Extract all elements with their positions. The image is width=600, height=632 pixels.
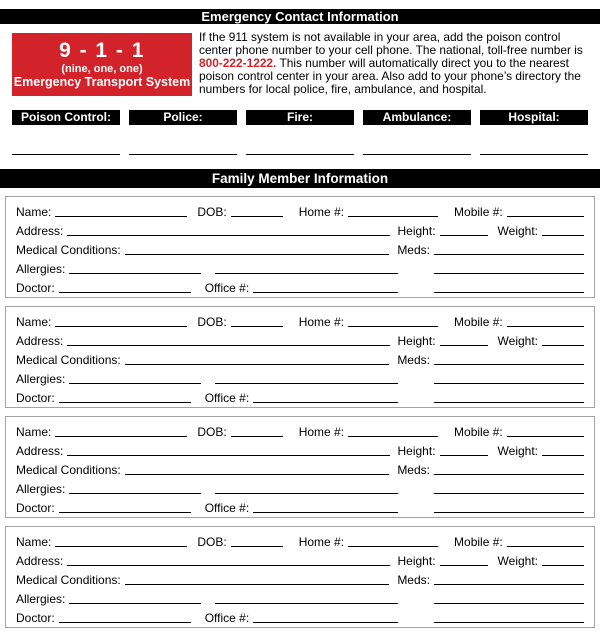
office-phone-line <box>253 512 398 513</box>
home-phone-label: Home #: <box>298 205 345 220</box>
doctor-line <box>59 402 191 403</box>
office-phone-label: Office #: <box>204 281 250 296</box>
mobile-phone-label: Mobile #: <box>454 535 503 550</box>
dob-line <box>231 546 283 547</box>
allergies-row <box>16 587 584 606</box>
family-member-block-1 <box>5 196 595 298</box>
office-phone-line <box>253 402 398 403</box>
medical-conditions-label: Medical Conditions: <box>16 353 121 368</box>
contact-label-hospital: Hospital: <box>480 110 588 125</box>
weight-label: Weight: <box>497 224 538 239</box>
name-label: Name: <box>16 535 52 550</box>
contact-label-fire: Fire: <box>246 110 354 125</box>
meds-label: Meds: <box>397 573 430 588</box>
contact-fill-lines-row <box>12 154 588 155</box>
medical-conditions-line <box>125 474 390 475</box>
dob-label: DOB: <box>197 535 227 550</box>
meds-continuation-line <box>434 493 584 494</box>
doctor-row <box>16 276 584 295</box>
doctor-label: Doctor: <box>16 501 55 516</box>
dob-label: DOB: <box>197 315 227 330</box>
name-row <box>16 310 584 329</box>
address-label: Address: <box>16 224 64 239</box>
office-phone-label: Office #: <box>204 611 250 626</box>
meds-label: Meds: <box>397 243 430 258</box>
allergies-extra-line <box>215 273 398 274</box>
meds-continuation-line-2 <box>434 512 584 513</box>
mobile-phone-label: Mobile #: <box>454 315 503 330</box>
name-row <box>16 530 584 549</box>
medical-conditions-row <box>16 568 584 587</box>
allergies-row <box>16 257 584 276</box>
weight-label: Weight: <box>497 444 538 459</box>
weight-line <box>542 455 584 456</box>
allergies-row <box>16 477 584 496</box>
poison-control-fill-line <box>12 154 120 155</box>
doctor-row <box>16 386 584 405</box>
name-label: Name: <box>16 205 52 220</box>
height-line <box>440 235 488 236</box>
address-line <box>67 235 389 236</box>
address-line <box>67 565 389 566</box>
allergies-line <box>69 493 201 494</box>
medical-conditions-row <box>16 238 584 257</box>
meds-label: Meds: <box>397 463 430 478</box>
dob-label: DOB: <box>197 425 227 440</box>
home-phone-line <box>348 546 438 547</box>
police-fill-line <box>129 154 237 155</box>
weight-line <box>542 235 584 236</box>
instructions-text-after: This number will automatically direct you to the nearest poison control center in your area. Also add to your phone’s directory the numbers for local police, fire, ambulance, and hospital. <box>199 56 581 97</box>
emergency-911-panel <box>12 33 192 96</box>
meds-continuation-line <box>434 383 584 384</box>
home-phone-label: Home #: <box>298 315 345 330</box>
doctor-label: Doctor: <box>16 281 55 296</box>
mobile-phone-line <box>507 546 584 547</box>
family-header-title: Family Member Information <box>211 171 389 187</box>
meds-line <box>434 364 584 365</box>
mobile-phone-line <box>507 326 584 327</box>
allergies-line <box>69 603 201 604</box>
address-row <box>16 549 584 568</box>
home-phone-label: Home #: <box>298 535 345 550</box>
mobile-phone-label: Mobile #: <box>454 205 503 220</box>
medical-conditions-line <box>125 254 390 255</box>
address-label: Address: <box>16 334 64 349</box>
name-line <box>55 326 187 327</box>
weight-line <box>542 565 584 566</box>
height-label: Height: <box>397 334 436 349</box>
address-row <box>16 329 584 348</box>
height-label: Height: <box>397 554 436 569</box>
height-line <box>440 455 488 456</box>
family-member-block-2 <box>5 306 595 408</box>
hospital-fill-line <box>480 154 588 155</box>
height-label: Height: <box>397 224 436 239</box>
name-line <box>55 216 187 217</box>
family-member-block-3 <box>5 416 595 518</box>
allergies-line <box>69 273 201 274</box>
medical-conditions-row <box>16 458 584 477</box>
medical-conditions-label: Medical Conditions: <box>16 243 121 258</box>
weight-label: Weight: <box>497 334 538 349</box>
meds-line <box>434 474 584 475</box>
contact-label-ambulance: Ambulance: <box>363 110 471 125</box>
dob-label: DOB: <box>197 205 227 220</box>
contact-label-poison-control: Poison Control: <box>12 110 120 125</box>
name-label: Name: <box>16 425 52 440</box>
emergency-info-section <box>12 30 588 97</box>
family-member-block-4 <box>5 526 595 628</box>
name-line <box>55 436 187 437</box>
meds-label: Meds: <box>397 353 430 368</box>
doctor-line <box>59 512 191 513</box>
height-label: Height: <box>397 444 436 459</box>
meds-line <box>434 584 584 585</box>
meds-continuation-line-2 <box>434 292 584 293</box>
emergency-number-words: (nine, one, one) <box>61 63 143 75</box>
address-line <box>67 455 389 456</box>
allergies-extra-line <box>215 493 398 494</box>
allergies-row <box>16 367 584 386</box>
emergency-transport-label: Emergency Transport System <box>13 75 191 89</box>
height-line <box>440 565 488 566</box>
home-phone-line <box>348 216 438 217</box>
allergies-label: Allergies: <box>16 262 66 277</box>
allergies-extra-line <box>215 603 398 604</box>
medical-conditions-line <box>125 364 390 365</box>
office-phone-label: Office #: <box>204 391 250 406</box>
home-phone-label: Home #: <box>298 425 345 440</box>
allergies-label: Allergies: <box>16 592 66 607</box>
address-label: Address: <box>16 444 64 459</box>
office-phone-line <box>253 292 398 293</box>
mobile-phone-line <box>507 216 584 217</box>
family-header-bar <box>0 169 600 188</box>
emergency-header-title: Emergency Contact Information <box>201 9 399 24</box>
home-phone-line <box>348 326 438 327</box>
medical-conditions-label: Medical Conditions: <box>16 463 121 478</box>
weight-line <box>542 345 584 346</box>
doctor-row <box>16 496 584 515</box>
doctor-label: Doctor: <box>16 391 55 406</box>
medical-conditions-line <box>125 584 390 585</box>
medical-conditions-row <box>16 348 584 367</box>
name-line <box>55 546 187 547</box>
name-row <box>16 420 584 439</box>
mobile-phone-line <box>507 436 584 437</box>
ambulance-fill-line <box>363 154 471 155</box>
medical-conditions-label: Medical Conditions: <box>16 573 121 588</box>
dob-line <box>231 436 283 437</box>
office-phone-label: Office #: <box>204 501 250 516</box>
address-row <box>16 219 584 238</box>
meds-continuation-line <box>434 273 584 274</box>
meds-line <box>434 254 584 255</box>
emergency-header-bar <box>0 9 600 24</box>
name-label: Name: <box>16 315 52 330</box>
address-row <box>16 439 584 458</box>
doctor-label: Doctor: <box>16 611 55 626</box>
allergies-extra-line <box>215 383 398 384</box>
home-phone-line <box>348 436 438 437</box>
height-line <box>440 345 488 346</box>
instructions-paragraph <box>199 31 588 96</box>
name-row <box>16 200 584 219</box>
meds-continuation-line <box>434 603 584 604</box>
doctor-line <box>59 292 191 293</box>
contact-labels-row <box>12 110 588 125</box>
weight-label: Weight: <box>497 554 538 569</box>
emergency-number: 9 - 1 - 1 <box>59 39 145 62</box>
allergies-label: Allergies: <box>16 482 66 497</box>
poison-control-phone-number: 800-222-1222. <box>199 56 277 71</box>
allergies-line <box>69 383 201 384</box>
address-line <box>67 345 389 346</box>
dob-line <box>231 216 283 217</box>
allergies-label: Allergies: <box>16 372 66 387</box>
meds-continuation-line-2 <box>434 402 584 403</box>
address-label: Address: <box>16 554 64 569</box>
contact-label-police: Police: <box>129 110 237 125</box>
dob-line <box>231 326 283 327</box>
mobile-phone-label: Mobile #: <box>454 425 503 440</box>
fire-fill-line <box>246 154 354 155</box>
instructions-text-before: If the 911 system is not available in your area, add the poison control center phone number to your cell phone. The national, toll-free number is <box>199 30 583 58</box>
